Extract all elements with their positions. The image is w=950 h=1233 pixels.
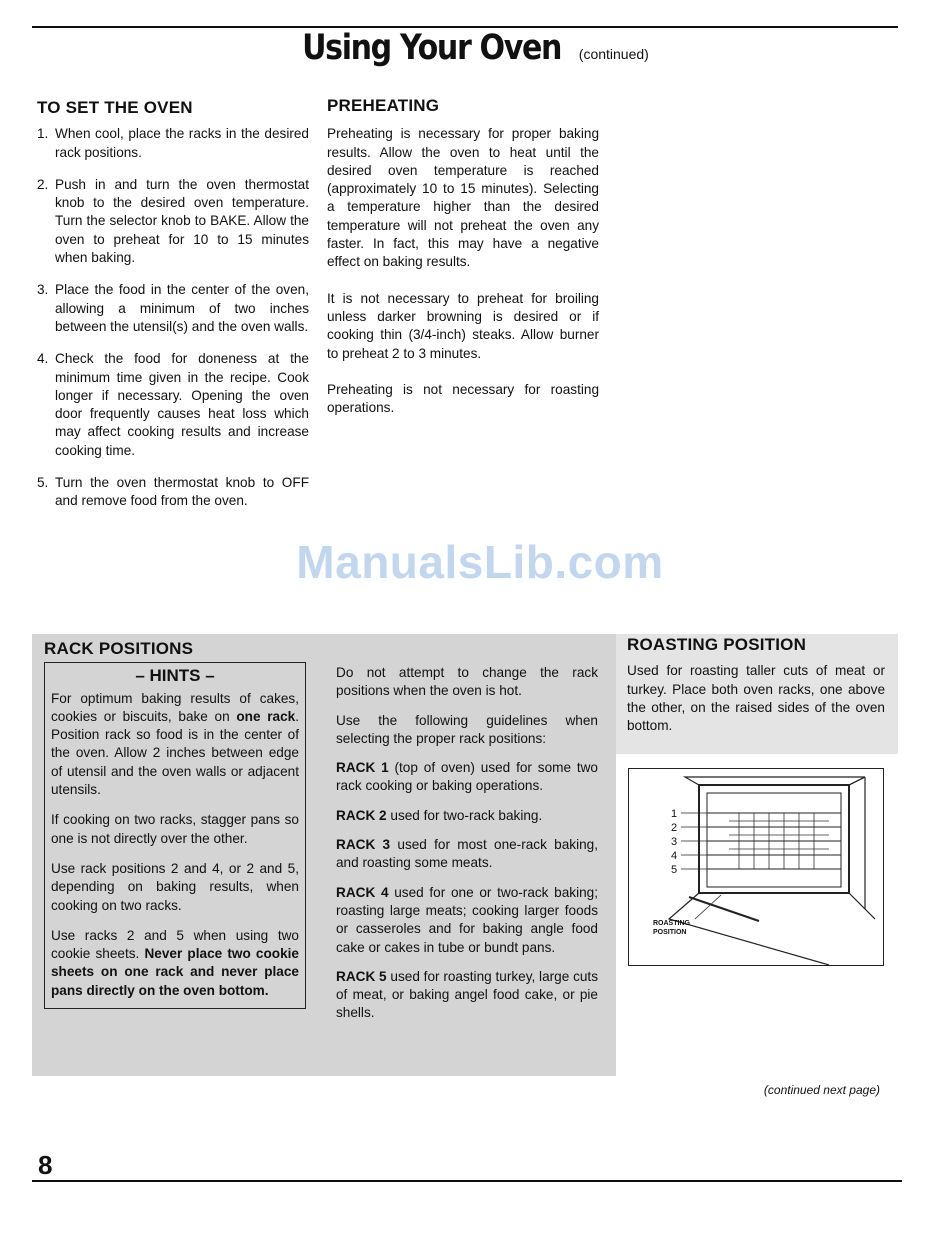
set-oven-section bbox=[37, 99, 309, 525]
rack-label: RACK 3 bbox=[336, 837, 391, 853]
hint-text: . Position rack so food is in the center of the oven. Allow 2 inches between edge of utensil and the oven walls or adjacent utensils. bbox=[51, 708, 299, 798]
step-number: 2. bbox=[37, 176, 49, 192]
rack-text: used for roasting turkey, large cuts of meat, or baking angel food cake, or pie shells. bbox=[336, 968, 598, 1021]
preheating-paragraph: It is not necessary to preheat for broiling unless darker browning is desired or if cooking thin (3/4-inch) steaks. Allow burner to preheat 2 to 3 minutes. bbox=[327, 290, 599, 361]
rack-label: RACK 4 bbox=[336, 884, 389, 900]
step-text: When cool, place the racks in the desired rack positions. bbox=[55, 126, 309, 160]
preheating-paragraph: Preheating is necessary for proper baking results. Allow the oven to heat until the desired oven temperature is reached (approximately 10 to 15 minutes). Selecting a temperature higher than the desired temperature will not preheat the oven any faster. In fact, this may have a negative effect on baking results. bbox=[327, 126, 599, 270]
rack-text: used for most one-rack baking, and roasting some meats. bbox=[336, 837, 599, 871]
oven-illustration bbox=[629, 769, 883, 965]
step-item bbox=[37, 176, 309, 267]
hint-text: For optimum baking results of cakes, cookies or biscuits, bake on bbox=[51, 690, 299, 724]
hint-text: Use racks 2 and 5 when using two cookie sheets. bbox=[51, 927, 299, 962]
rack-description bbox=[336, 759, 598, 796]
continued-note: (continued next page) bbox=[763, 1083, 880, 1097]
hint-paragraph: If cooking on two racks, stagger pans so one is not directly over the other. bbox=[51, 812, 299, 846]
rack-guidelines-section bbox=[336, 664, 598, 1034]
rack-text: used for one or two-rack baking; roasting large meats; cooking larger foods or casseroles and for baking angle food cake or cakes in tube or bundt pans. bbox=[336, 884, 599, 955]
hints-box bbox=[44, 662, 306, 1009]
step-text: Check the food for doneness at the minimum time given in the recipe. Cook longer if necessary. Opening the oven door frequently causes heat loss which may affect cooking results and increase cooking time. bbox=[55, 351, 309, 458]
guideline-paragraph: Do not attempt to change the rack positions when the oven is hot. bbox=[336, 665, 598, 699]
rack-number-2: 2 bbox=[671, 822, 678, 834]
rack-number-4: 4 bbox=[671, 850, 678, 862]
step-item bbox=[37, 281, 309, 336]
rack-text: used for two-rack baking. bbox=[386, 807, 543, 823]
roasting-section bbox=[627, 636, 885, 735]
rack-description bbox=[336, 968, 598, 1023]
rack-positions-section bbox=[44, 640, 306, 1009]
set-oven-heading: TO SET THE OVEN bbox=[37, 98, 193, 117]
page-number: 8 bbox=[38, 1150, 53, 1180]
step-text: Turn the oven thermostat knob to OFF and remove food from the oven. bbox=[55, 475, 309, 509]
hint-paragraph: Use rack positions 2 and 4, or 2 and 5, depending on baking results, when cooking on two racks. bbox=[51, 860, 299, 913]
step-number: 5. bbox=[37, 475, 49, 491]
watermark: ManualsLib.com bbox=[296, 536, 664, 588]
rack-text: (top of oven) used for some two rack cooking or baking operations. bbox=[336, 760, 598, 794]
rack-positions-heading: RACK POSITIONS bbox=[44, 639, 194, 658]
hint-emphasis: one rack bbox=[236, 708, 296, 724]
page-title bbox=[0, 28, 930, 68]
preheating-heading: PREHEATING bbox=[327, 96, 440, 115]
guideline-paragraph: Use the following guidelines when selecting the proper rack positions: bbox=[336, 712, 598, 746]
roasting-label-line2: POSITION bbox=[653, 929, 687, 936]
roasting-text: Used for roasting taller cuts of meat or turkey. Place both oven racks, one above the other, on the raised sides of the oven bottom. bbox=[627, 663, 885, 734]
rack-number-3: 3 bbox=[671, 836, 678, 848]
hint-paragraph bbox=[51, 690, 299, 800]
step-item bbox=[37, 125, 309, 162]
page-title-main: Using Your Oven bbox=[302, 28, 562, 68]
rack-label: RACK 5 bbox=[336, 968, 387, 984]
rack-number-1: 1 bbox=[671, 808, 678, 820]
step-text: Push in and turn the oven thermostat knob to the desired oven temperature. Turn the selector knob to BAKE. Allow the oven to preheat for 10 to 15 minutes when baking. bbox=[55, 176, 309, 266]
rack-number-5: 5 bbox=[671, 864, 678, 876]
step-text: Place the food in the center of the oven, allowing a minimum of two inches between the utensil(s) and the oven walls. bbox=[55, 282, 309, 334]
bottom-rule bbox=[32, 1180, 902, 1182]
hints-title: – HINTS – bbox=[135, 666, 215, 686]
oven-rack-diagram bbox=[628, 768, 884, 966]
set-oven-steps bbox=[37, 125, 309, 510]
rack-label: RACK 1 bbox=[336, 760, 389, 776]
step-number: 1. bbox=[37, 126, 49, 142]
roasting-label-line1: ROASTING bbox=[653, 920, 690, 927]
preheating-paragraph: Preheating is not necessary for roasting operations. bbox=[327, 381, 599, 416]
rack-label: RACK 2 bbox=[336, 807, 387, 823]
roasting-heading: ROASTING POSITION bbox=[627, 635, 807, 654]
step-number: 4. bbox=[37, 351, 49, 367]
step-item bbox=[37, 474, 309, 511]
hint-emphasis: Never place two cookie sheets on one rack and never place pans directly on the oven bottom. bbox=[51, 946, 299, 998]
page-title-continued: (continued) bbox=[578, 46, 649, 62]
rack-description bbox=[336, 884, 598, 957]
rack-description bbox=[336, 836, 598, 873]
step-item bbox=[37, 350, 309, 460]
rack-description bbox=[336, 807, 598, 825]
preheating-section bbox=[327, 97, 599, 435]
step-number: 3. bbox=[37, 282, 49, 298]
hint-paragraph bbox=[51, 927, 299, 1000]
